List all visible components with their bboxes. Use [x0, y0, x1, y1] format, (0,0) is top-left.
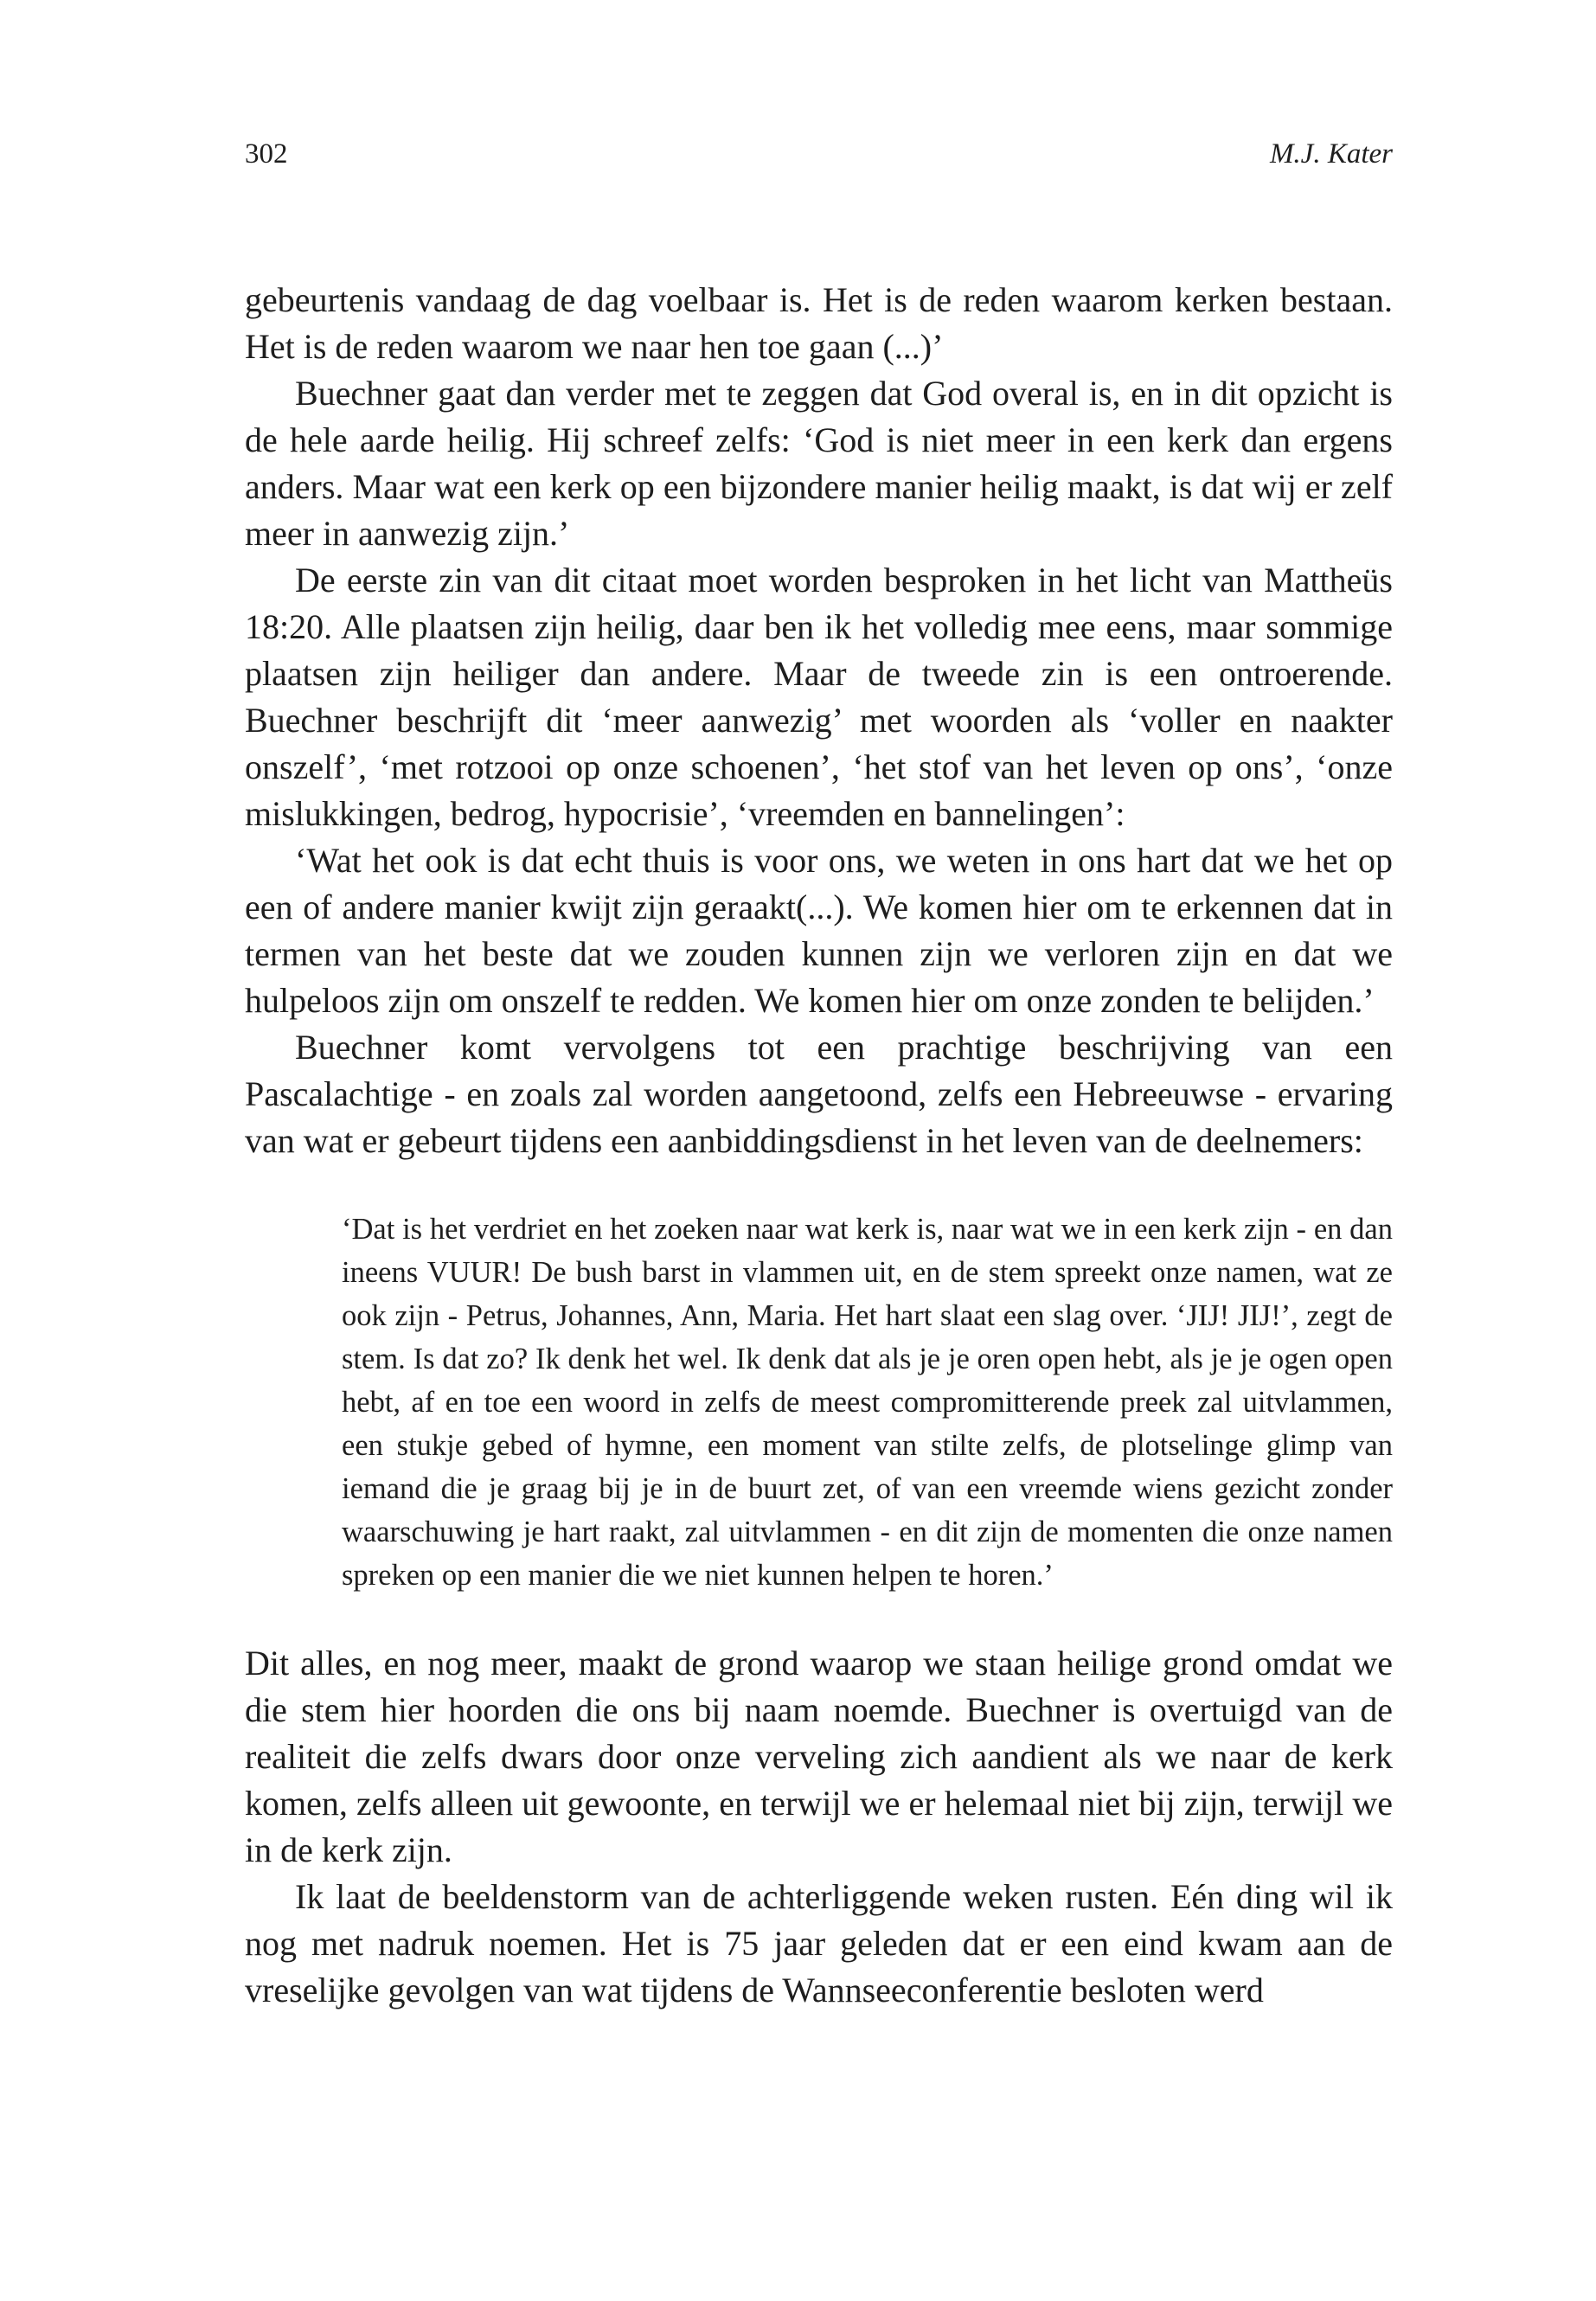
paragraph-2: Buechner gaat dan verder met te zeggen dat God overal is, en in dit opzicht is de hele aarde heilig. Hij schreef zelfs: ‘God is niet meer in een kerk dan ergens anders. Maar wat een kerk op een bijzondere manier heilig maakt, is dat wij er zelf meer in aanwezig zijn.’: [245, 374, 1393, 553]
paragraph-5: Buechner komt vervolgens tot een prachtige beschrijving van een Pascalachtige - en zoals zal worden aangetoond, zelfs een Hebreeuwse - ervaring van wat er gebeurt tijdens een aanbiddingsdienst in het leven van de deelnemers:: [245, 1028, 1393, 1160]
running-head-author: M.J. Kater: [1269, 138, 1393, 170]
paragraph-7: Ik laat de beeldenstorm van de achterliggende weken rusten. Eén ding wil ik nog met nadruk noemen. Het is 75 jaar geleden dat er een eind kwam aan de vreselijke gevolgen van wat tijdens de Wannseeconferentie besloten werd: [245, 1877, 1393, 2009]
paragraph-6: Dit alles, en nog meer, maakt de grond waarop we staan heilige grond omdat we die stem hier hoorden die ons bij naam noemde. Buechner is overtuigd van de realiteit die zelfs dwars door onze verveling zich aandient als we naar de kerk komen, zelfs alleen uit gewoonte, en terwijl we er helemaal niet bij zijn, terwijl we in de kerk zijn.: [245, 1644, 1393, 1869]
paragraph-3: De eerste zin van dit citaat moet worden besproken in het licht van Mattheüs 18:20. Alle plaatsen zijn heilig, daar ben ik het volledig mee eens, maar sommige plaatsen zijn heiliger dan andere. Maar de tweede zin is een ontroerende. Buechner beschrijft dit ‘meer aanwezig’ met woorden als ‘voller en naakter onszelf’, ‘met rotzooi op onze schoenen’, ‘het stof van het leven op ons’, ‘onze mislukkingen, bedrog, hypocrisie’, ‘vreemden en bannelingen’:: [245, 561, 1393, 833]
paragraph-4: ‘Wat het ook is dat echt thuis is voor ons, we weten in ons hart dat we het op een of andere manier kwijt zijn geraakt(...). We komen hier om te erkennen dat in termen van het beste dat we zouden kunnen zijn we verloren zijn en dat we hulpeloos zijn om onszelf te redden. We komen hier om onze zonden te belijden.’: [245, 841, 1393, 1020]
page-header: [245, 138, 1393, 176]
block-quote: ‘Dat is het verdriet en het zoeken naar wat kerk is, naar wat we in een kerk zijn - en dan ineens VUUR! De bush barst in vlammen uit, en de stem spreekt onze namen, wat ze ook zijn - Petrus, Johannes, Ann, Maria. Het hart slaat een slag over. ‘JIJ! JIJ!’, zegt de stem. Is dat zo? Ik denk het wel. Ik denk dat als je je oren open hebt, als je je ogen open hebt, af en toe een woord in zelfs de meest compromitterende preek zal uitvlammen, een stukje gebed of hymne, een moment van stilte zelfs, de plotselinge glimp van iemand die je graag bij je in de buurt zet, of van een vreemde wiens gezicht zonder waarschuwing je hart raakt, zal uitvlammen - en dit zijn de momenten die onze namen spreken op een manier die we niet kunnen helpen te horen.’: [342, 1213, 1393, 1592]
page-number: 302: [245, 138, 288, 170]
body-text: [245, 277, 1393, 2014]
paragraph-1: gebeurtenis vandaag de dag voelbaar is. Het is de reden waarom kerken bestaan. Het is de reden waarom we naar hen toe gaan (...)’: [245, 280, 1393, 366]
